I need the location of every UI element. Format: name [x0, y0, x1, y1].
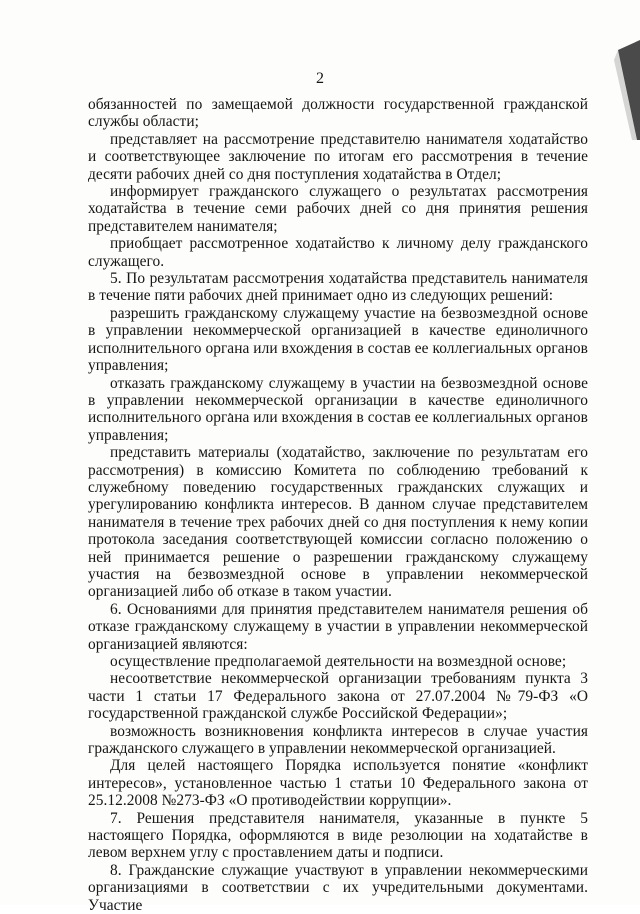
- page-number: 2: [316, 70, 324, 87]
- paragraph: разрешить гражданскому служащему участие на безвозмездной основе в управлении некоммерческой организацией в качестве единоличного исполнительного органа или вхождения в состав ее коллегиальных органов управления;: [88, 304, 588, 375]
- document-body: [88, 96, 588, 914]
- paragraph: отказать гражданскому служащему в участии на безвозмездной основе в управлении некоммерческой организации в качестве единоличного исполнительного органа или вхождения в состав ее коллегиальных органов управления;: [88, 374, 588, 444]
- paragraph: возможность возникновения конфликта интересов в случае участия гражданского служащего в управлении некоммерческой организацией.: [88, 722, 588, 758]
- paragraph: представляет на рассмотрение представителю нанимателя ходатайство и соответствующее заключение по итогам его рассмотрения в течение десяти рабочих дней со дня поступления ходатайства в Отдел;: [88, 130, 588, 183]
- scan-edge-shadow: [610, 40, 640, 140]
- paragraph: несоответствие некоммерческой организации требованиям пункта 3 части 1 статьи 17 Федерального закона от 27.07.2004 №79-ФЗ «О государственной гражданской службе Российской Федерации»;: [88, 670, 588, 723]
- paragraph-item-6: 6. Основаниями для принятия представителем нанимателя решения об отказе гражданскому служащему в участии в управлении некоммерческой организацией являются:: [88, 600, 588, 653]
- paragraph-item-5: 5. По результатам рассмотрения ходатайства представитель нанимателя в течение пяти рабочих дней принимает одно из следующих решений:: [88, 270, 588, 305]
- paragraph-continuation: обязанностей по замещаемой должности государственной гражданской службы области;: [88, 96, 588, 131]
- paragraph-item-8: 8. Гражданские служащие участвуют в управлении некоммерческими организациями в соответствии с их учредительными документами. Участие: [88, 861, 588, 914]
- paragraph: осуществление предполагаемой деятельности на возмездной основе;: [110, 653, 567, 670]
- paragraph-item-7: 7. Решения представителя нанимателя, указанные в пункте 5 настоящего Порядка, оформляются в виде резолюции на ходатайстве в левом верхнем углу с проставлением даты и подписи.: [88, 809, 588, 862]
- paragraph: информирует гражданского служащего о результатах рассмотрения ходатайства в течение семи рабочих дней со дня принятия решения представителем нанимателя;: [88, 183, 588, 235]
- paragraph: приобщает рассмотренное ходатайство к личному делу гражданского служащего.: [88, 235, 588, 270]
- paragraph: представить материалы (ходатайство, заключение по результатам его рассмотрения) в комиссию Комитета по соблюдению требований к служебному поведению государственных гражданских служащих и урегулированию конфликта интересов. В данном случае представителем нанимателя в течение трех рабочих дней со дня поступления к нему копии протокола заседания соответствующей комиссии согласно положению о ней принимается решение о разрешении гражданскому служащему участия на безвозмездной основе в управлении некоммерческой организацией либо об отказе в таком участии.: [88, 444, 588, 601]
- paragraph: Для целей настоящего Порядка используется понятие «конфликт интересов», установленное частью 1 статьи 10 Федерального закона от 25.12.2008 №273-ФЗ «О противодействии коррупции».: [88, 757, 588, 810]
